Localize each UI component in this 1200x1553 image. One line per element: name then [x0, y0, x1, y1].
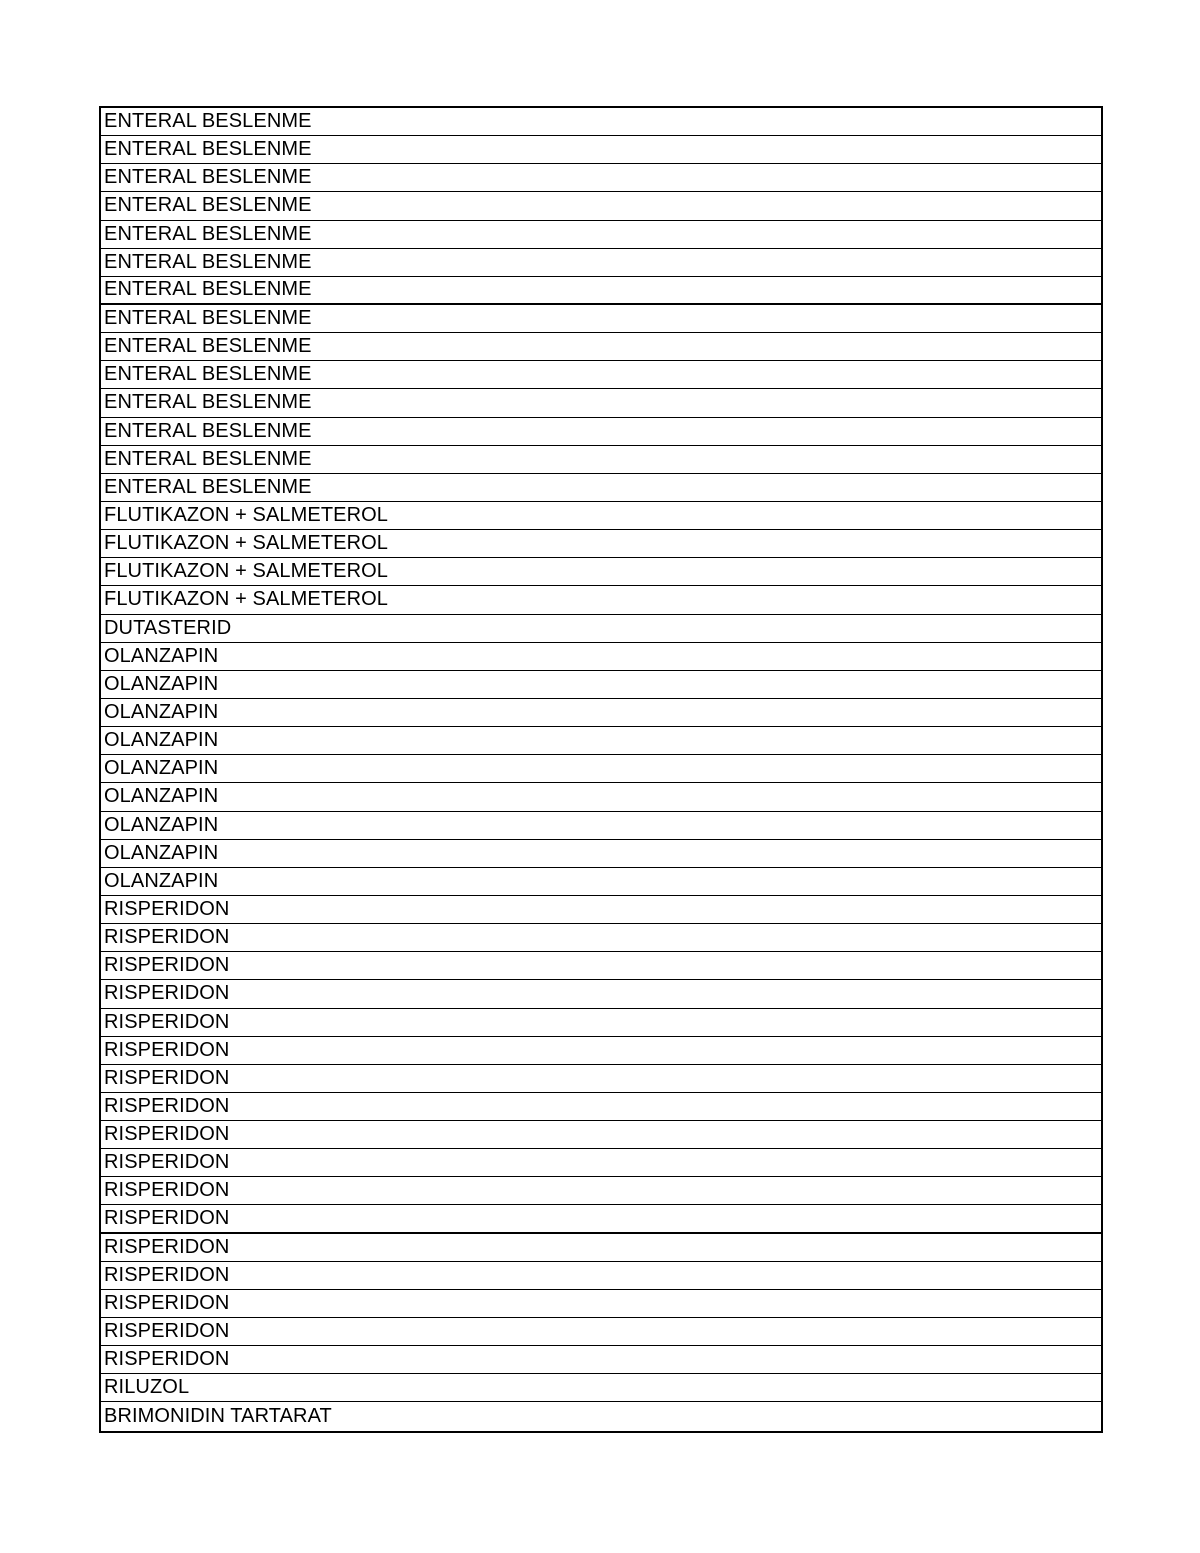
table-row: RISPERIDON: [101, 980, 1101, 1008]
table-row: RISPERIDON: [101, 1346, 1101, 1374]
table-row: FLUTIKAZON + SALMETEROL: [101, 586, 1101, 614]
table-row: DUTASTERID: [101, 615, 1101, 643]
table-row: ENTERAL BESLENME: [101, 474, 1101, 502]
table-row: RISPERIDON: [101, 1065, 1101, 1093]
table-row: RISPERIDON: [101, 1121, 1101, 1149]
table-row: RISPERIDON: [101, 1205, 1101, 1233]
table-row: OLANZAPIN: [101, 840, 1101, 868]
table-row: RISPERIDON: [101, 1037, 1101, 1065]
table-row: BRIMONIDIN TARTARAT: [104, 1405, 332, 1428]
table-row: RISPERIDON: [101, 1234, 1101, 1262]
table-row: FLUTIKAZON + SALMETEROL: [101, 558, 1101, 586]
table-row: ENTERAL BESLENME: [101, 277, 1101, 305]
table-row: ENTERAL BESLENME: [101, 136, 1101, 164]
table-row: ENTERAL BESLENME: [101, 221, 1101, 249]
table-row: ENTERAL BESLENME: [101, 249, 1101, 277]
table-row: ENTERAL BESLENME: [101, 418, 1101, 446]
table-row: RILUZOL: [101, 1374, 1101, 1402]
table-row: ENTERAL BESLENME: [101, 389, 1101, 417]
table-row: RISPERIDON: [101, 924, 1101, 952]
table-row: ENTERAL BESLENME: [101, 305, 1101, 333]
table-row: OLANZAPIN: [101, 868, 1101, 896]
table-row: RISPERIDON: [101, 1318, 1101, 1346]
table-row: RISPERIDON: [101, 1009, 1101, 1037]
table-row: OLANZAPIN: [101, 783, 1101, 811]
table-row: OLANZAPIN: [101, 671, 1101, 699]
table-row: RISPERIDON: [101, 896, 1101, 924]
table-row: ENTERAL BESLENME: [101, 361, 1101, 389]
table-row: ENTERAL BESLENME: [101, 446, 1101, 474]
table-row: RISPERIDON: [101, 1177, 1101, 1205]
table-row: OLANZAPIN: [101, 699, 1101, 727]
table-row: FLUTIKAZON + SALMETEROL: [101, 530, 1101, 558]
table-row: RISPERIDON: [101, 1262, 1101, 1290]
table-row: OLANZAPIN: [101, 727, 1101, 755]
table-row: RISPERIDON: [101, 1093, 1101, 1121]
table-row: OLANZAPIN: [101, 755, 1101, 783]
drug-list-table: [99, 106, 1103, 1433]
table-row: RISPERIDON: [101, 1149, 1101, 1177]
table-row: RISPERIDON: [101, 1290, 1101, 1318]
table-row: RISPERIDON: [101, 952, 1101, 980]
table-row: ENTERAL BESLENME: [101, 192, 1101, 220]
table-row: FLUTIKAZON + SALMETEROL: [101, 502, 1101, 530]
table-row: ENTERAL BESLENME: [101, 108, 1101, 136]
table-row: ENTERAL BESLENME: [101, 164, 1101, 192]
table-row: OLANZAPIN: [101, 643, 1101, 671]
table-row: OLANZAPIN: [101, 812, 1101, 840]
table-row: ENTERAL BESLENME: [101, 333, 1101, 361]
